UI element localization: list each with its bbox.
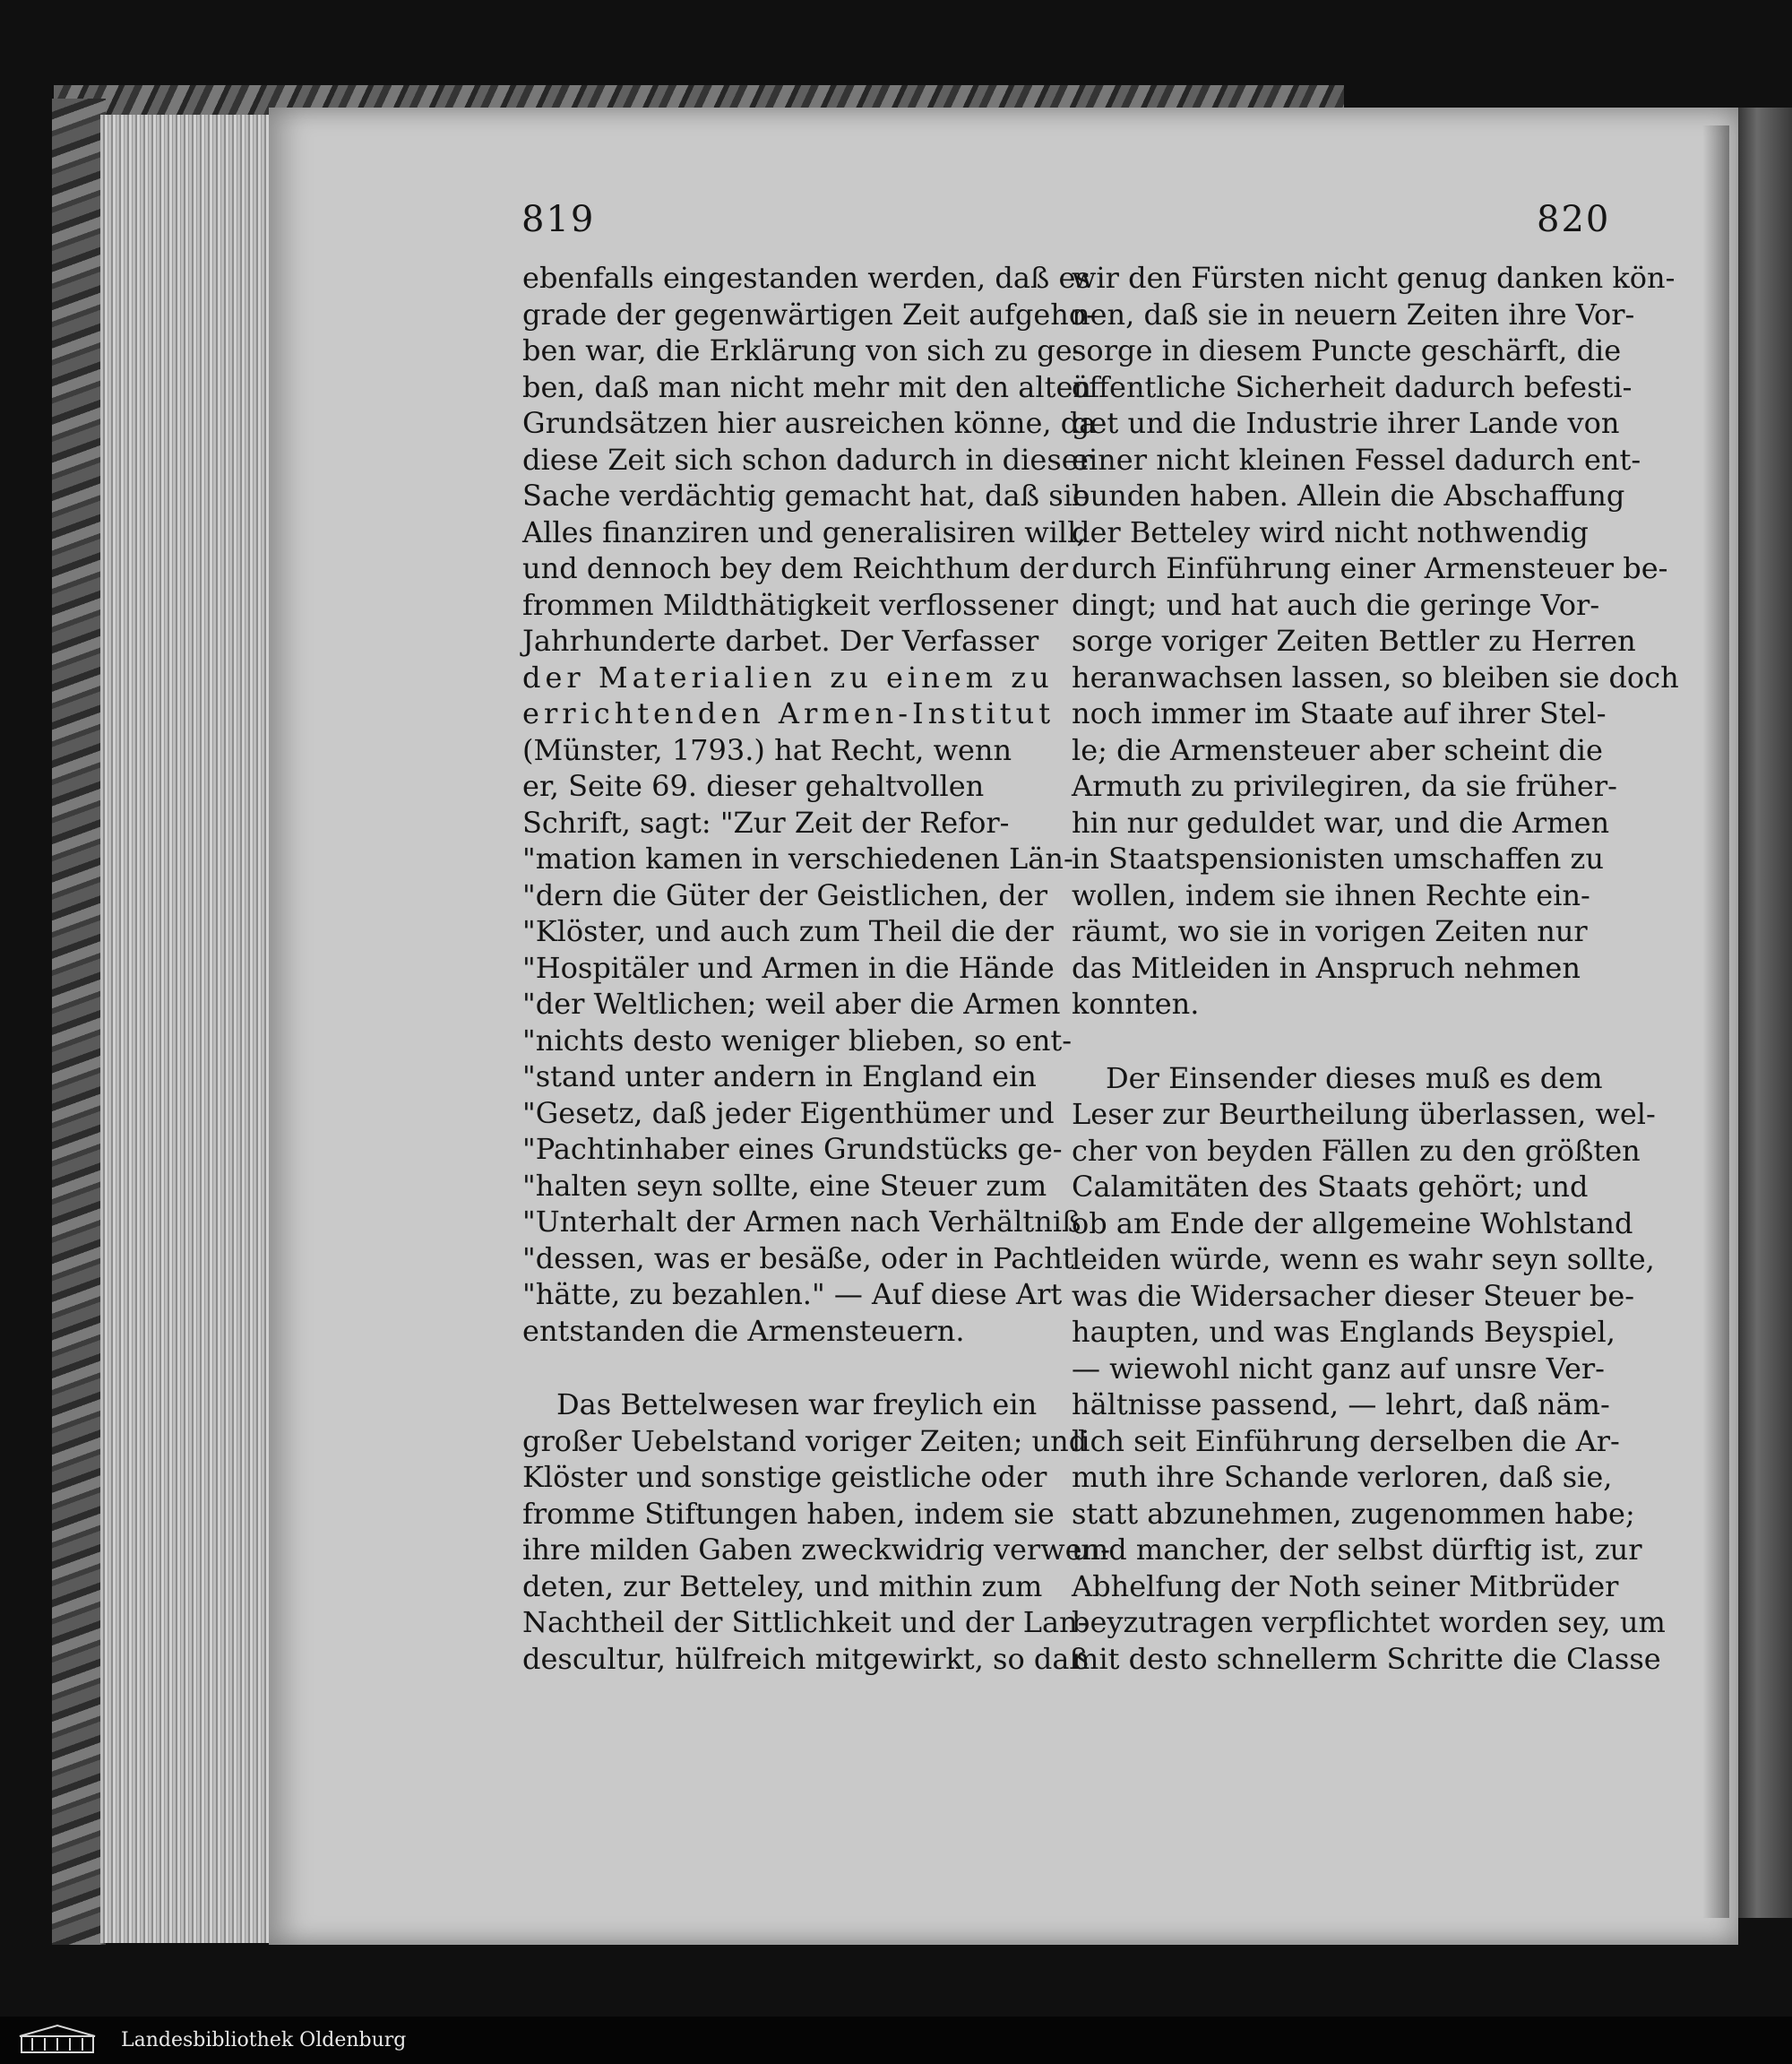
text-line: Schrift, sagt: "Zur Zeit der Refor-: [522, 805, 1010, 840]
text-line: ebenfalls eingestanden werden, daß es: [522, 261, 1090, 295]
text-line: leiden würde, wenn es wahr seyn sollte,: [1072, 1242, 1655, 1276]
text-line: ob am Ende der allgemeine Wohlstand: [1072, 1205, 1633, 1240]
text-line: diese Zeit sich schon dadurch in dieser: [522, 442, 1092, 477]
text-line: Leser zur Beurtheilung überlassen, wel-: [1072, 1097, 1656, 1131]
text-line: fromme Stiftungen haben, indem sie: [522, 1496, 1055, 1531]
text-line: muth ihre Schande verloren, daß sie,: [1072, 1460, 1613, 1494]
text-line: Abhelfung der Noth seiner Mitbrüder: [1072, 1568, 1619, 1603]
text-line: ihre milden Gaben zweckwidrig verwen-: [522, 1533, 1110, 1567]
text-line: der Materialien zu einem zu: [522, 660, 1054, 695]
text-line: Klöster und sonstige geistliche oder: [522, 1460, 1047, 1494]
page-fold-shadow: [1702, 125, 1729, 1918]
library-building-icon: [13, 2024, 102, 2056]
book-cover-right: [1734, 108, 1792, 1918]
text-line: Sache verdächtig gemacht hat, daß sie: [522, 479, 1090, 513]
text-line: grade der gegenwärtigen Zeit aufgeho-: [522, 297, 1096, 332]
text-line: "nichts desto weniger blieben, so ent-: [522, 1023, 1073, 1058]
text-line: Nachtheil der Sittlichkeit und der Lan-: [522, 1605, 1088, 1639]
left-text-column: [522, 260, 1110, 1677]
text-line: "halten seyn sollte, eine Steuer zum: [522, 1168, 1047, 1203]
text-line: wollen, indem sie ihnen Rechte ein-: [1072, 877, 1590, 912]
text-line: deten, zur Betteley, und mithin zum: [522, 1568, 1043, 1603]
text-line: le; die Armensteuer aber scheint die: [1072, 732, 1603, 767]
text-line: wir den Fürsten nicht genug danken kön-: [1072, 261, 1676, 295]
book-cover-left: [52, 99, 106, 1945]
text-line: "stand unter andern in England ein: [522, 1059, 1037, 1093]
text-line: statt abzunehmen, zugenommen habe;: [1072, 1496, 1635, 1531]
text-line: (Münster, 1793.) hat Recht, wenn: [522, 732, 1012, 767]
text-line: "dessen, was er besäße, oder in Pacht: [522, 1240, 1074, 1275]
text-line: räumt, wo sie in vorigen Zeiten nur: [1072, 914, 1588, 948]
text-line: das Mitleiden in Anspruch nehmen: [1072, 950, 1581, 985]
text-line: einer nicht kleinen Fessel dadurch ent-: [1072, 442, 1641, 477]
paragraph-gap: [1072, 1023, 1584, 1060]
text-line: Armuth zu privilegiren, da sie früher-: [1072, 769, 1617, 803]
page-number-right: 820: [1537, 199, 1611, 240]
text-line: was die Widersacher dieser Steuer be-: [1072, 1278, 1635, 1313]
text-line: Alles finanziren und generalisiren will,: [522, 514, 1086, 549]
text-line: frommen Mildthätigkeit verflossener: [522, 587, 1058, 622]
text-line: sorge in diesem Puncte geschärft, die: [1072, 333, 1622, 367]
text-line: cher von beyden Fällen zu den größten: [1072, 1133, 1641, 1168]
text-line: nen, daß sie in neuern Zeiten ihre Vor-: [1072, 297, 1635, 332]
text-line: Das Bettelwesen war freylich ein: [556, 1387, 1038, 1421]
text-line: Der Einsender dieses muß es dem: [1106, 1060, 1603, 1095]
paragraph-gap: [522, 1349, 1042, 1386]
text-line: durch Einführung einer Armensteuer be-: [1072, 551, 1668, 585]
text-line: mit desto schnellerm Schritte die Classe: [1072, 1641, 1661, 1676]
text-line: hin nur geduldet war, und die Armen: [1072, 805, 1610, 840]
text-line: — wiewohl nicht ganz auf unsre Ver-: [1072, 1351, 1605, 1386]
text-line: descultur, hülfreich mitgewirkt, so daß: [522, 1641, 1089, 1676]
text-line: er, Seite 69. dieser gehaltvollen: [522, 769, 985, 803]
text-line: errichtenden Armen-Institut: [522, 696, 1055, 730]
text-line: und dennoch bey dem Reichthum der: [522, 551, 1069, 585]
text-line: "mation kamen in verschiedenen Län-: [522, 842, 1073, 876]
text-line: noch immer im Staate auf ihrer Stel-: [1072, 696, 1607, 730]
text-line: dingt; und hat auch die geringe Vor-: [1072, 587, 1600, 622]
right-text-column: [1072, 260, 1679, 1677]
text-line: "hätte, zu bezahlen." — Auf diese Art: [522, 1277, 1063, 1311]
text-line: "der Weltlichen; weil aber die Armen: [522, 987, 1061, 1021]
text-line: großer Uebelstand voriger Zeiten; und: [522, 1423, 1088, 1458]
text-line: Jahrhunderte darbet. Der Verfasser: [522, 624, 1039, 658]
footer-bar: [0, 2017, 1792, 2064]
text-line: get und die Industrie ihrer Lande von: [1072, 406, 1620, 440]
text-line: "Pachtinhaber eines Grundstücks ge-: [522, 1132, 1063, 1166]
text-line: und mancher, der selbst dürftig ist, zur: [1072, 1533, 1642, 1567]
text-line: bunden haben. Allein die Abschaffung: [1072, 479, 1625, 513]
text-line: Calamitäten des Staats gehört; und: [1072, 1170, 1589, 1204]
library-name: Landesbibliothek Oldenburg: [121, 2029, 407, 2051]
text-line: "Klöster, und auch zum Theil die der: [522, 914, 1054, 948]
page-edges: [100, 115, 289, 1943]
text-line: beyzutragen verpflichtet worden sey, um: [1072, 1605, 1666, 1639]
text-line: "dern die Güter der Geistlichen, der: [522, 877, 1047, 912]
text-line: der Betteley wird nicht nothwendig: [1072, 514, 1589, 549]
text-line: "Hospitäler und Armen in die Hände: [522, 950, 1055, 985]
text-line: "Gesetz, daß jeder Eigenthümer und: [522, 1095, 1055, 1130]
text-line: entstanden die Armensteuern.: [522, 1313, 965, 1348]
text-line: lich seit Einführung derselben die Ar-: [1072, 1423, 1620, 1458]
text-line: öffentliche Sicherheit dadurch befesti-: [1072, 369, 1633, 404]
text-line: Grundsätzen hier ausreichen könne, da: [522, 406, 1097, 440]
text-line: heranwachsen lassen, so bleiben sie doch: [1072, 660, 1679, 695]
text-line: haupten, und was Englands Beyspiel,: [1072, 1315, 1615, 1349]
text-line: hältnisse passend, — lehrt, daß näm-: [1072, 1387, 1610, 1421]
text-line: "Unterhalt der Armen nach Verhältniß: [522, 1205, 1081, 1239]
text-line: ben, daß man nicht mehr mit den alten: [522, 369, 1091, 404]
text-line: konnten.: [1072, 987, 1200, 1021]
text-line: in Staatspensionisten umschaffen zu: [1072, 842, 1604, 876]
text-line: sorge voriger Zeiten Bettler zu Herren: [1072, 624, 1636, 658]
text-line: ben war, die Erklärung von sich zu ge-: [522, 333, 1082, 367]
page-number-left: 819: [521, 199, 596, 240]
